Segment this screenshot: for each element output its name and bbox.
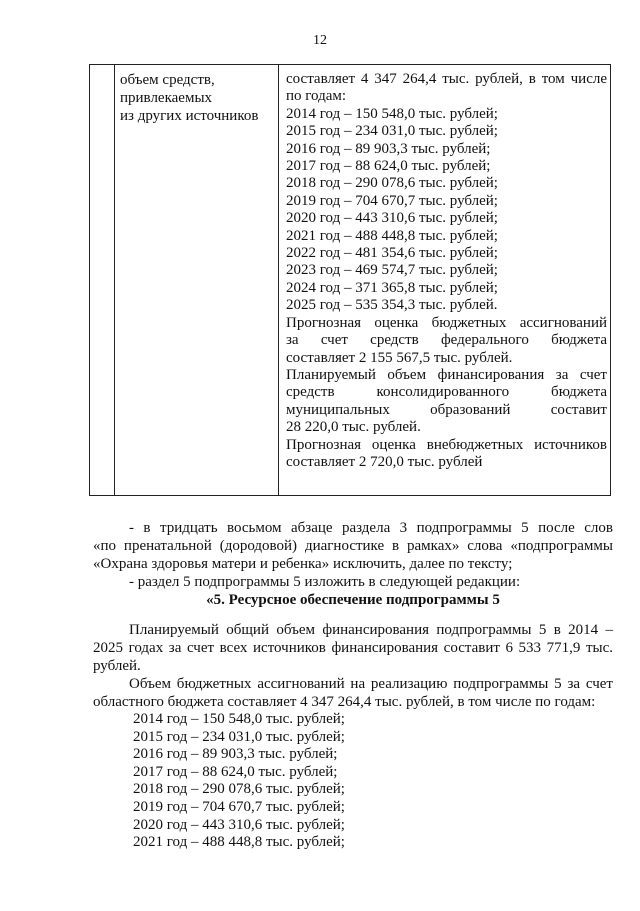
year-line: 2023 год – 469 574,7 тыс. рублей; — [286, 262, 498, 279]
year-line: 2024 год – 371 365,8 тыс. рублей; — [286, 279, 498, 296]
year-line: 2018 год – 290 078,6 тыс. рублей; — [133, 781, 345, 798]
consolidated-line: Планируемый объем финансирования за счет — [286, 366, 607, 383]
year-line: 2018 год – 290 078,6 тыс. рублей; — [286, 175, 498, 192]
extra-budget-line: составляет 2 720,0 тыс. рублей — [286, 453, 483, 470]
table-column-divider — [114, 65, 115, 495]
year-line: 2021 год – 488 448,8 тыс. рублей; — [286, 227, 498, 244]
federal-line: за счет средств федерального бюджета — [286, 332, 607, 349]
paragraph-line: 2025 годах за счет всех источников финансирования составит 6 533 771,9 тыс. — [93, 640, 613, 656]
paragraph-line: рублей. — [93, 658, 141, 674]
year-line: 2016 год – 89 903,3 тыс. рублей; — [133, 746, 338, 763]
year-line: 2014 год – 150 548,0 тыс. рублей; — [286, 105, 498, 122]
year-line: 2017 год – 88 624,0 тыс. рублей; — [286, 158, 491, 175]
extra-budget-line: Прогнозная оценка внебюджетных источников — [286, 436, 607, 453]
amendment-line: - раздел 5 подпрограммы 5 изложить в следующей редакции: — [129, 574, 521, 590]
paragraph-regional-budget — [93, 675, 613, 852]
right-intro-line: составляет 4 347 264,4 тыс. рублей, в том числе — [286, 71, 607, 87]
amendment-line: «по пренатальной (дородовой) диагностике в рамках» слова «подпрограммы — [93, 538, 613, 554]
year-line: 2014 год – 150 548,0 тыс. рублей; — [133, 711, 345, 727]
year-line: 2015 год – 234 031,0 тыс. рублей; — [286, 123, 498, 140]
table-right-cell — [286, 71, 607, 471]
amendment-line: - в тридцать восьмом абзаце раздела 3 подпрограммы 5 после слов — [129, 520, 613, 536]
year-line: 2016 год – 89 903,3 тыс. рублей; — [286, 140, 491, 157]
funding-table — [89, 64, 611, 496]
year-line: 2022 год – 481 354,6 тыс. рублей; — [286, 245, 498, 262]
federal-line: составляет 2 155 567,5 тыс. рублей. — [286, 349, 513, 366]
section-heading: «5. Ресурсное обеспечение подпрограммы 5 — [206, 592, 500, 608]
left-cell-line: привлекаемых — [120, 90, 213, 106]
year-line: 2020 год – 443 310,6 тыс. рублей; — [286, 210, 498, 227]
paragraph-line: Объем бюджетных ассигнований на реализацию подпрограммы 5 за счет — [129, 676, 613, 692]
year-line: 2025 год – 535 354,3 тыс. рублей. — [286, 297, 498, 314]
amendment-block — [93, 519, 613, 609]
federal-line: Прогнозная оценка бюджетных ассигнований — [286, 314, 607, 331]
year-line: 2021 год – 488 448,8 тыс. рублей; — [133, 834, 345, 851]
consolidated-line: средств консолидированного бюджета — [286, 384, 607, 401]
body-years-list — [93, 711, 613, 852]
year-line: 2017 год – 88 624,0 тыс. рублей; — [133, 763, 338, 780]
year-line: 2015 год – 234 031,0 тыс. рублей; — [133, 728, 345, 745]
consolidated-line: муниципальных образований составит — [286, 401, 607, 418]
table-column-divider — [278, 65, 279, 495]
consolidated-line: 28 220,0 тыс. рублей. — [286, 419, 421, 436]
year-line: 2020 год – 443 310,6 тыс. рублей; — [133, 816, 345, 833]
paragraph-total-funding — [93, 621, 613, 675]
page-number: 12 — [313, 33, 327, 48]
paragraph-line: Планируемый общий объем финансирования подпрограммы 5 в 2014 – — [129, 622, 613, 638]
paragraph-line: областного бюджета составляет 4 347 264,4 тыс. рублей, в том числе по годам: — [93, 694, 596, 710]
right-intro-line: по годам: — [286, 88, 347, 105]
left-cell-line: объем средств, — [120, 72, 215, 88]
left-cell-line: из других источников — [120, 108, 259, 124]
table-left-cell — [120, 71, 274, 125]
year-line: 2019 год – 704 670,7 тыс. рублей; — [133, 798, 345, 815]
amendment-line: «Охрана здоровья матери и ребенка» исключить, далее по тексту; — [93, 556, 513, 572]
year-line: 2019 год – 704 670,7 тыс. рублей; — [286, 192, 498, 209]
